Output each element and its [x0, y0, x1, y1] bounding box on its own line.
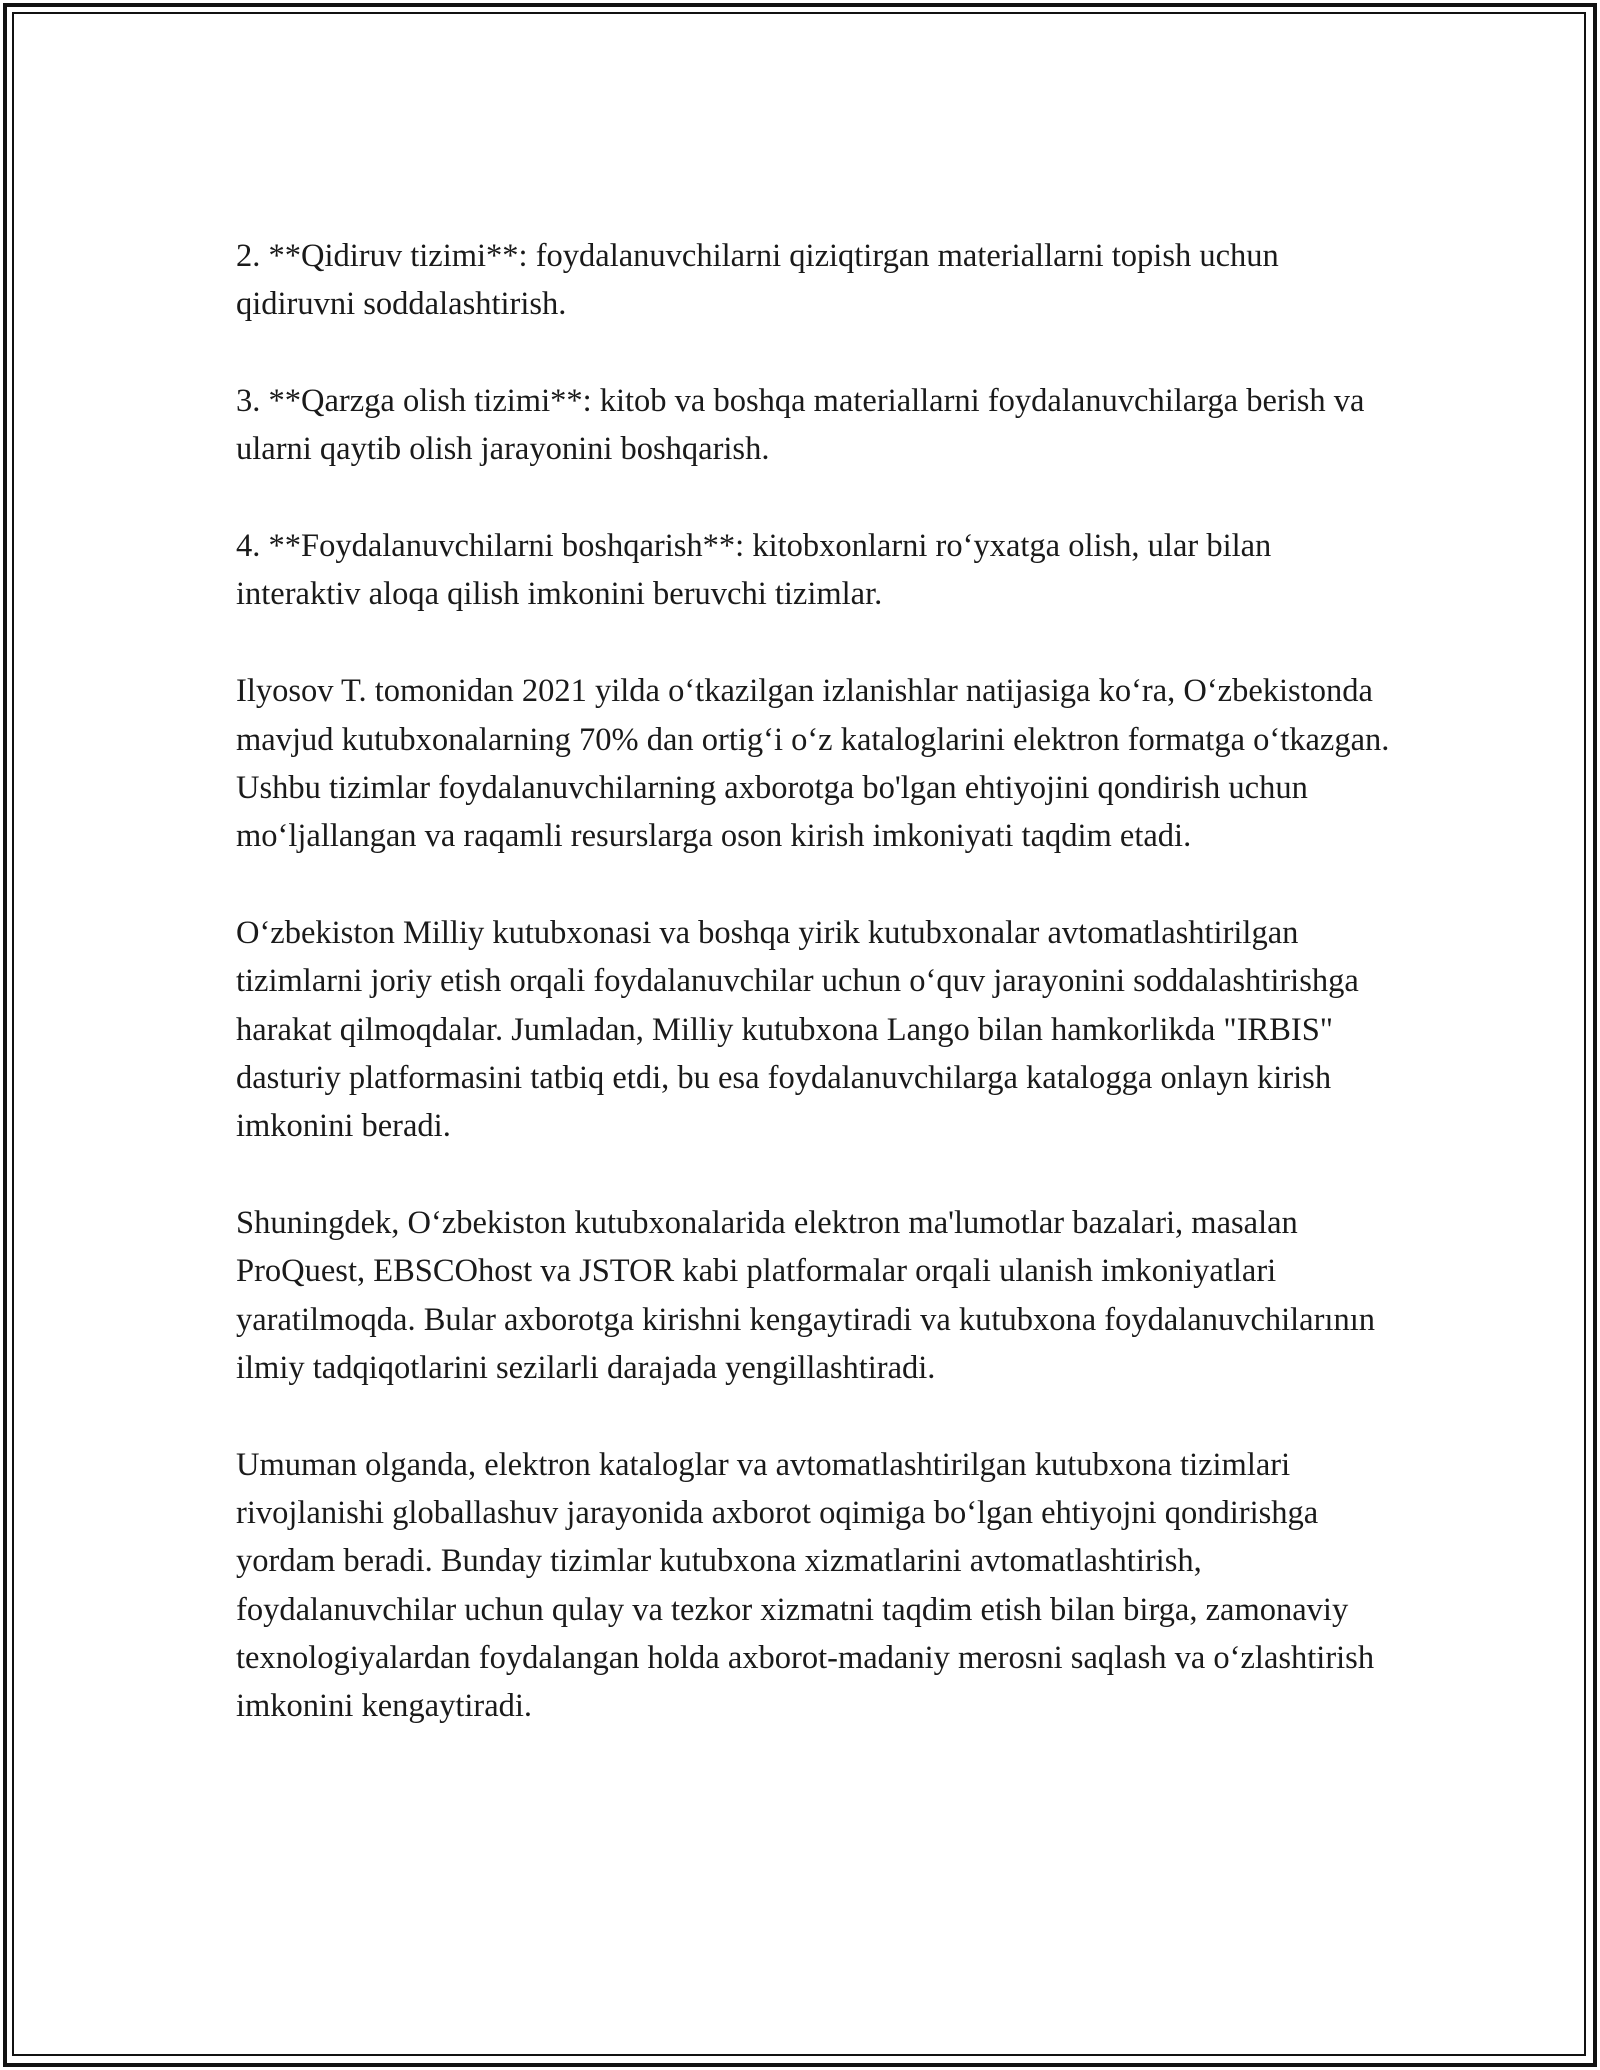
paragraph-lending-system: 3. **Qarzga olish tizimi**: kitob va boshqa materiallarni foydalanuvchilarga berish va ularni qaytib olish jarayonini boshqarish. — [236, 383, 1365, 468]
paragraph-user-management: 4. **Foydalanuvchilarni boshqarish**: kitobxonlarni ro‘yxatga olish, ular bilan interaktiv aloqa qilish imkonini beruvchi tizimlar. — [236, 528, 1272, 613]
paragraph-electronic-databases: Shuningdek, O‘zbekiston kutubxonalarida elektron ma'lumotlar bazalari, masalan ProQuest, EBSCOhost va JSTOR kabi platformalar orqali ulanish imkoniyatlari yaratilmoqda. Bular axborotga kirishni kengaytiradi va kutubxona foydalanuvchilarının ilmiy tadqiqotlarini sezilarli darajada yengillashtiradi. — [236, 1204, 1375, 1386]
paragraph-national-library: O‘zbekiston Milliy kutubxonasi va boshqa yirik kutubxonalar avtomatlashtirilgan tizimlarni joriy etish orqali foydalanuvchilar uchun o‘quv jarayonini soddalashtirishga harakat qilmoqdalar. Jumladan, Milliy kutubxona Lango bilan hamkorlikda "IRBIS" dasturiy platformasini tatbiq etdi, bu esa foydalanuvchilarga katalogga onlayn kirish imkonini beradi. — [236, 914, 1359, 1145]
paragraph-conclusion: Umuman olganda, elektron kataloglar va avtomatlashtirilgan kutubxona tizimlari rivojlanishi globallashuv jarayonida axborot oqimiga bo‘lgan ehtiyojni qondirishga yordam beradi. Bunday tizimlar kutubxona xizmatlarini avtomatlashtirish, foydalanuvchilar uchun qulay va tezkor xizmatni taqdim etish bilan birga, zamonaviy texnologiyalardan foydalangan holda axborot-madaniy merosni saqlash va o‘zlashtirish imkonini kengaytiradi. — [236, 1446, 1375, 1725]
document-body — [236, 232, 1396, 1779]
paragraph-search-system: 2. **Qidiruv tizimi**: foydalanuvchilarni qiziqtirgan materiallarni topish uchun qidiruvni soddalashtirish. — [236, 238, 1279, 323]
paragraph-research-findings: Ilyosov T. tomonidan 2021 yilda o‘tkazilgan izlanishlar natijasiga ko‘ra, O‘zbekistonda mavjud kutubxonalarning 70% dan ortig‘i o‘z kataloglarini elektron formatga o‘tkazgan. Ushbu tizimlar foydalanuvchilarning axborotga bo'lgan ehtiyojini qondirish uchun mo‘ljallangan va raqamli resurslarga oson kirish imkoniyati taqdim etadi. — [236, 673, 1390, 855]
